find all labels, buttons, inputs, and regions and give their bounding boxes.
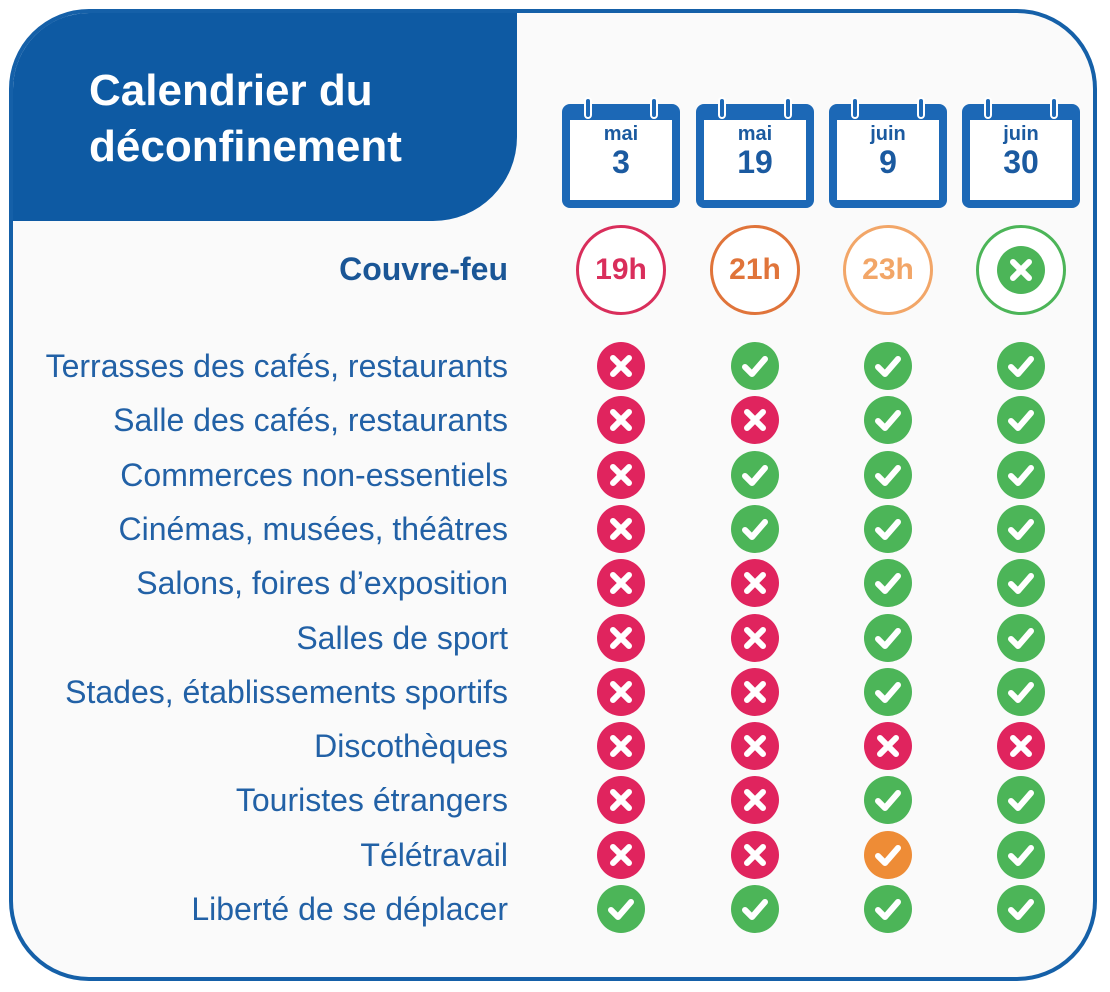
open-check-icon — [731, 451, 779, 499]
open-check-icon — [997, 559, 1045, 607]
closed-icon — [864, 722, 912, 770]
open-check-icon — [997, 396, 1045, 444]
calendar-month: juin — [870, 123, 906, 145]
closed-icon — [597, 668, 645, 716]
closed-icon — [597, 614, 645, 662]
closed-icon — [731, 614, 779, 662]
calendar-icon — [562, 104, 680, 208]
title-banner — [13, 13, 517, 221]
open-check-icon — [864, 451, 912, 499]
calendar-ring — [718, 97, 726, 119]
closed-icon — [597, 342, 645, 390]
curfew-label: Couvre-feu — [339, 251, 508, 287]
no-curfew-icon — [997, 246, 1045, 294]
calendar-face — [570, 120, 672, 200]
open-check-icon — [864, 396, 912, 444]
activity-label: Cinémas, musées, théâtres — [118, 510, 508, 547]
calendar-month: mai — [603, 123, 639, 145]
open-check-icon — [864, 505, 912, 553]
open-check-icon — [997, 668, 1045, 716]
calendar-day: 19 — [737, 144, 773, 180]
activity-label: Salle des cafés, restaurants — [113, 402, 508, 439]
closed-icon — [597, 451, 645, 499]
open-check-icon — [864, 614, 912, 662]
closed-icon — [597, 722, 645, 770]
open-check-icon — [864, 342, 912, 390]
closed-icon — [731, 722, 779, 770]
activity-label: Touristes étrangers — [235, 782, 508, 819]
open-check-icon — [864, 885, 912, 933]
open-check-icon — [997, 776, 1045, 824]
activity-label: Terrasses des cafés, restaurants — [45, 348, 508, 384]
open-check-icon — [997, 614, 1045, 662]
closed-icon — [731, 559, 779, 607]
title-line-2: déconfinement — [89, 122, 402, 171]
closed-icon — [597, 776, 645, 824]
closed-icon — [597, 396, 645, 444]
activity-label: Liberté de se déplacer — [191, 891, 508, 927]
closed-icon — [597, 831, 645, 879]
calendar-face — [837, 120, 939, 200]
partial-check-icon — [864, 831, 912, 879]
calendar-ring — [984, 97, 992, 119]
closed-icon — [731, 668, 779, 716]
open-check-icon — [997, 342, 1045, 390]
open-check-icon — [997, 885, 1045, 933]
open-check-icon — [731, 885, 779, 933]
open-check-icon — [597, 885, 645, 933]
calendar-ring — [917, 97, 925, 119]
calendar-day: 30 — [1003, 144, 1039, 180]
open-check-icon — [997, 451, 1045, 499]
open-check-icon — [997, 505, 1045, 553]
open-check-icon — [864, 776, 912, 824]
open-check-icon — [864, 559, 912, 607]
calendar-month: juin — [1003, 123, 1039, 145]
calendar-day: 3 — [612, 144, 630, 180]
curfew-time: 19h — [595, 253, 647, 286]
closed-icon — [597, 559, 645, 607]
calendar-face — [970, 120, 1072, 200]
calendar-month: mai — [737, 123, 773, 145]
calendar-ring — [784, 97, 792, 119]
curfew-time-badge — [843, 225, 933, 315]
no-curfew-badge — [976, 225, 1066, 315]
calendar-icon — [829, 104, 947, 208]
calendar-day: 9 — [879, 144, 897, 180]
activity-label: Salons, foires d’exposition — [136, 565, 508, 602]
activity-label: Télétravail — [360, 836, 508, 873]
closed-icon — [731, 396, 779, 444]
title-line-1: Calendrier du — [89, 66, 373, 115]
open-check-icon — [731, 342, 779, 390]
curfew-time-badge — [710, 225, 800, 315]
calendar-ring — [650, 97, 658, 119]
closed-icon — [731, 776, 779, 824]
curfew-time: 21h — [729, 253, 781, 286]
activity-label: Stades, établissements sportifs — [65, 673, 508, 710]
calendar-ring — [851, 97, 859, 119]
calendar-icon — [962, 104, 1080, 208]
calendar-icon — [696, 104, 814, 208]
curfew-time-badge — [576, 225, 666, 315]
calendar-ring — [584, 97, 592, 119]
activity-label: Salles de sport — [296, 619, 508, 656]
calendar-face — [704, 120, 806, 200]
closed-icon — [997, 722, 1045, 770]
calendar-ring — [1050, 97, 1058, 119]
closed-icon — [597, 505, 645, 553]
activity-label: Discothèques — [314, 728, 508, 765]
activity-label: Commerces non-essentiels — [120, 456, 508, 493]
open-check-icon — [731, 505, 779, 553]
closed-icon — [731, 831, 779, 879]
curfew-time: 23h — [862, 253, 914, 286]
open-check-icon — [864, 668, 912, 716]
open-check-icon — [997, 831, 1045, 879]
